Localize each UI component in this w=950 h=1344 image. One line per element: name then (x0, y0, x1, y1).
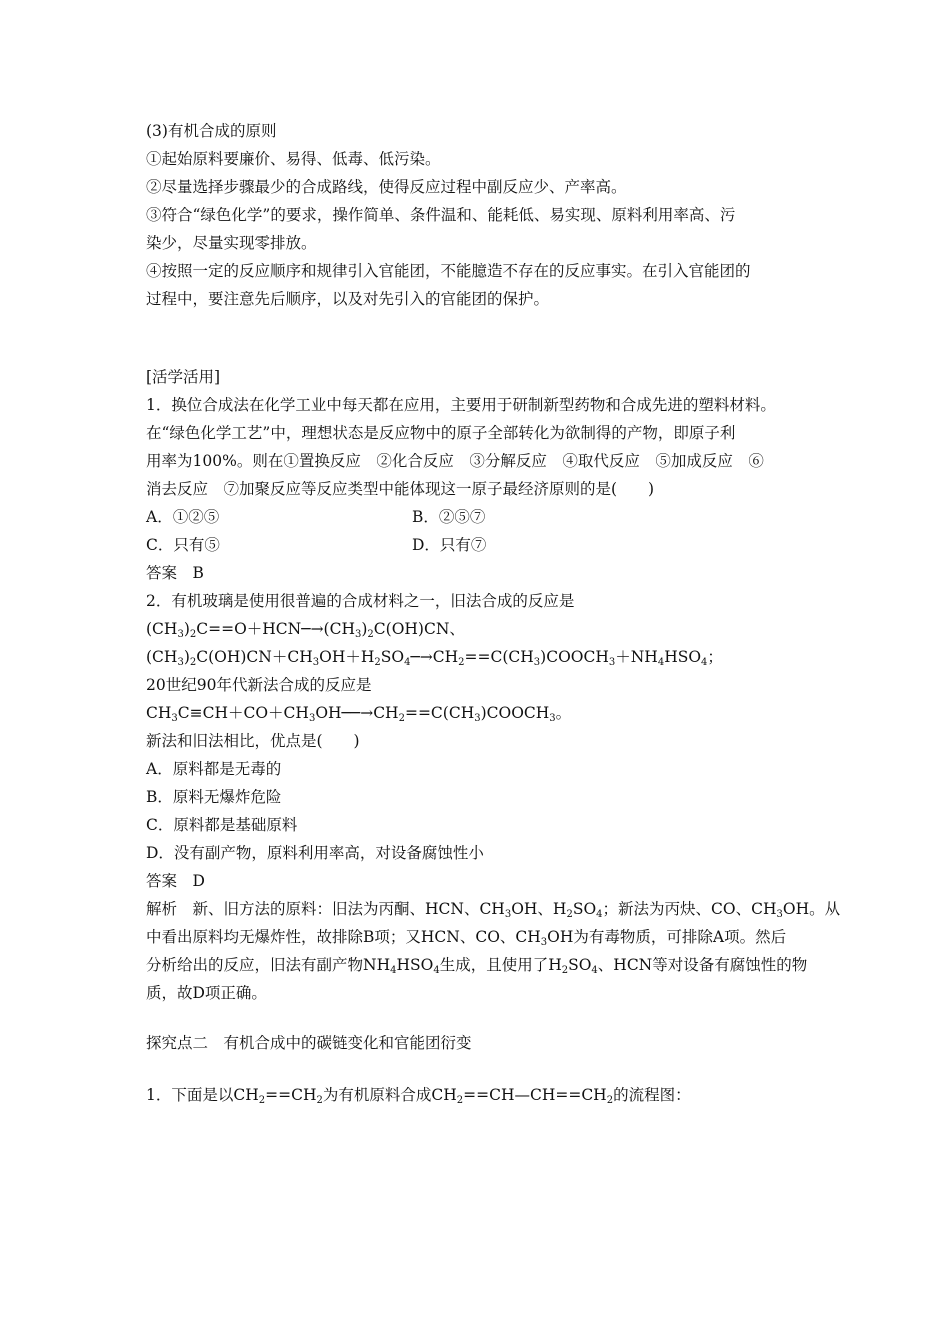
subscript: 4 (596, 909, 603, 920)
subscript: 3 (312, 657, 320, 668)
subscript: 2 (258, 1095, 266, 1106)
practice-label: [活学活用] (146, 368, 221, 386)
subscript: 4 (404, 657, 411, 668)
subscript: 4 (701, 657, 708, 668)
subscript: 2 (189, 629, 197, 640)
principle-1: ①起始原料要廉价、易得、低毒、低污染。 (146, 150, 441, 168)
subscript: 3 (171, 713, 178, 724)
q2-equation-2: $(CH_3)_2C(OH)CN+CH_3OH+H_2SO_4─\to CH_2==C(CH_3)COOCH_3+NH_4HSO_4$； (146, 648, 723, 668)
q2-explanation-3: 分析给出的反应，旧法有副产物$NH_4HSO_4$生成，且使用了$H_2SO_4$、HCN等对设备有腐蚀性的物 (146, 956, 808, 976)
subscript: 2 (458, 657, 465, 668)
principle-2: ②尽量选择步骤最少的合成路线，使得反应过程中副反应少、产率高。 (146, 178, 627, 196)
q2-option-b: B．原料无爆炸危险 (146, 788, 282, 806)
principle-4-line1: ④按照一定的反应顺序和规律引入官能团，不能臆造不存在的反应事实。在引入官能团的 (146, 262, 751, 280)
subscript: 3 (776, 909, 783, 920)
principle-3-line2: 染少，尽量实现零排放。 (146, 234, 317, 252)
q2-explanation-4: 质，故D项正确。 (146, 984, 267, 1002)
subscript: 4 (591, 965, 598, 976)
q1-option-a: A．①②⑤ (146, 508, 220, 526)
subscript: 3 (533, 657, 541, 668)
subscript: 3 (474, 713, 481, 724)
subscript: 3 (504, 909, 512, 920)
q1-option-d: D．只有⑦ (412, 536, 487, 554)
subscript: 3 (354, 629, 362, 640)
q1-line3: 用率为100%。则在①置换反应 ②化合反应 ③分解反应 ④取代反应 ⑤加成反应 ⑥ (146, 452, 764, 470)
q2-equation-3: $CH_3C\equiv CH+CO+CH_3OH──\to CH_2==C(CH_3)COOCH_3$。 (146, 704, 572, 724)
subscript: 3 (549, 713, 556, 724)
q1-option-b: B．②⑤⑦ (412, 508, 486, 526)
subscript: 3 (540, 937, 548, 948)
subscript: 4 (390, 965, 397, 976)
section-two-heading: 探究点二 有机合成中的碳链变化和官能团衍变 (146, 1034, 472, 1052)
subscript: 2 (367, 629, 374, 640)
section3-heading: (3)有机合成的原则 (146, 122, 277, 140)
subscript: 2 (189, 657, 197, 668)
subscript: 2 (398, 713, 405, 724)
subscript: 2 (566, 909, 573, 920)
principle-3-line1: ③符合“绿色化学”的要求，操作简单、条件温和、能耗低、易实现、原料利用率高、污 (146, 206, 736, 224)
subscript: 3 (177, 629, 184, 640)
q2-option-d: D．没有副产物，原料利用率高，对设备腐蚀性小 (146, 844, 484, 862)
q2-equation-1: $(CH_3)_2C==O+HCN─\to(CH_3)_2C(OH)CN$、 (146, 620, 465, 640)
q1-option-c: C．只有⑤ (146, 536, 220, 554)
q1-line1: 1．换位合成法在化学工业中每天都在应用，主要用于研制新型药物和合成先进的塑料材料。 (146, 396, 776, 414)
q1-line2: 在“绿色化学工艺”中，理想状态是反应物中的原子全部转化为欲制得的产物，即原子利 (146, 424, 736, 442)
principle-4-line2: 过程中，要注意先后顺序，以及对先引入的官能团的保护。 (146, 290, 550, 308)
q2-answer: 答案 D (146, 872, 205, 890)
subscript: 3 (177, 657, 184, 668)
subscript: 4 (433, 965, 440, 976)
subscript: 2 (561, 965, 569, 976)
q2-line1: 2．有机玻璃是使用很普遍的合成材料之一，旧法合成的反应是 (146, 592, 575, 610)
q2-line6: 新法和旧法相比，优点是( ) (146, 732, 360, 750)
section-two-q1: 1．下面是以$CH_2==CH_2$为有机原料合成$CH_2==CH—CH==CH_2$的流程图： (146, 1086, 691, 1106)
q2-option-a: A．原料都是无毒的 (146, 760, 282, 778)
q2-line4: 20世纪90年代新法合成的反应是 (146, 676, 372, 694)
q2-option-c: C．原料都是基础原料 (146, 816, 298, 834)
q2-explanation-2: 中看出原料均无爆炸性，故排除B项；又HCN、CO、$CH_3OH$为有毒物质，可排除A项。然后 (146, 928, 787, 948)
q1-answer: 答案 B (146, 564, 204, 582)
subscript: 3 (308, 713, 316, 724)
q2-explanation-1: 解析 新、旧方法的原料：旧法为丙酮、HCN、$CH_3OH$、$H_2SO_4$；新法为丙炔、CO、$CH_3OH$。从 (146, 900, 841, 920)
subscript: 3 (608, 657, 616, 668)
subscript: 2 (374, 657, 381, 668)
q1-line4: 消去反应 ⑦加聚反应等反应类型中能体现这一原子最经济原则的是( ) (146, 480, 655, 498)
subscript: 2 (456, 1095, 464, 1106)
subscript: 2 (606, 1095, 614, 1106)
subscript: 2 (316, 1095, 323, 1106)
subscript: 4 (657, 657, 665, 668)
